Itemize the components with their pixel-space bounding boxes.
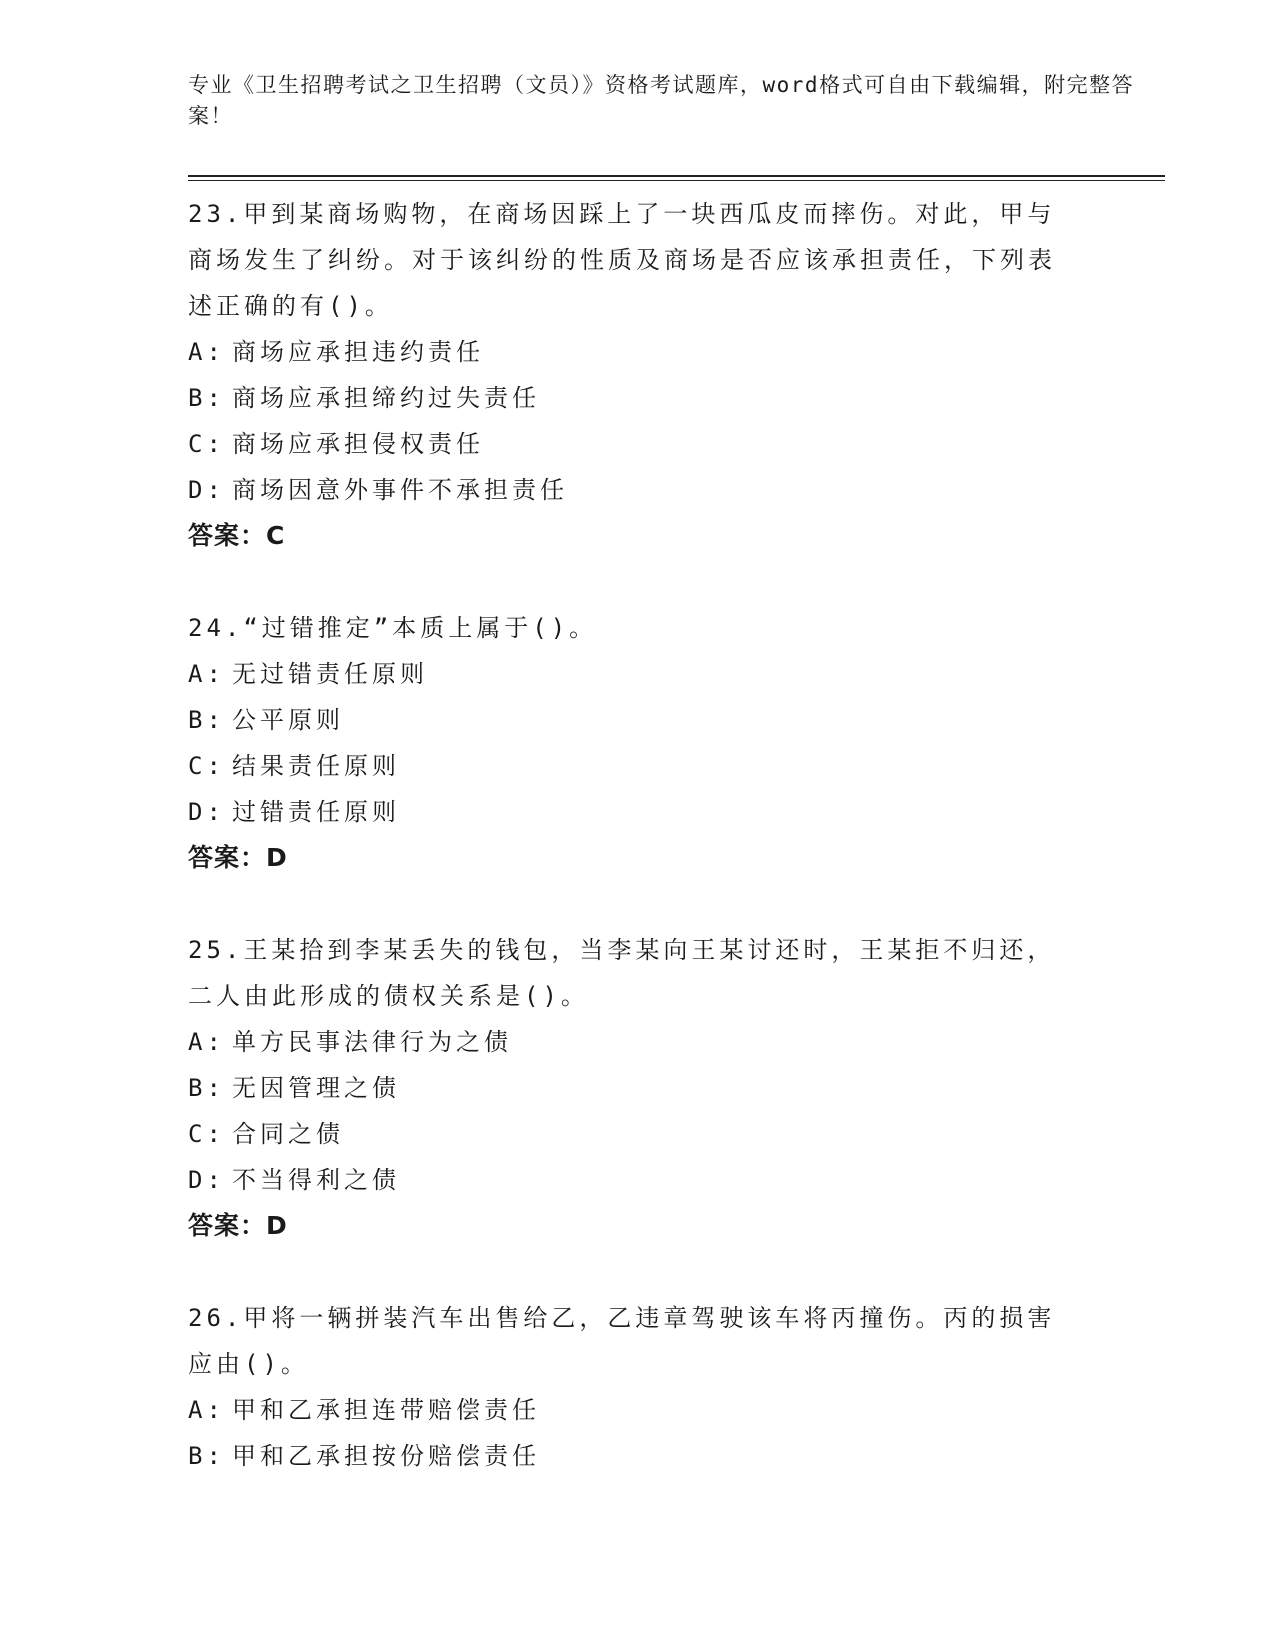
option-letter: A:: [188, 660, 225, 688]
option-a: [188, 1019, 1168, 1065]
option-letter: D:: [188, 1166, 225, 1194]
option-text: 商场因意外事件不承担责任: [232, 476, 568, 504]
option-letter: C:: [188, 430, 225, 458]
option-letter: D:: [188, 476, 225, 504]
answer-line: 答案：D: [188, 1211, 288, 1240]
option-letter: A:: [188, 338, 225, 366]
option-letter: D:: [188, 798, 225, 826]
option-text: 甲和乙承担按份赔偿责任: [232, 1442, 540, 1470]
option-letter: A:: [188, 1396, 225, 1424]
question-stem: 23.甲到某商场购物，在商场因踩上了一块西瓜皮而摔伤。对此，甲与商场发生了纠纷。对于该纠纷的性质及商场是否应该承担责任，下列表述正确的有()。: [188, 200, 1056, 320]
option-text: 商场应承担侵权责任: [232, 430, 484, 458]
question-stem: 26.甲将一辆拼装汽车出售给乙，乙违章驾驶该车将丙撞伤。丙的损害应由()。: [188, 1304, 1056, 1378]
option-letter: B:: [188, 1074, 225, 1102]
option-letter: B:: [188, 706, 225, 734]
answer-line: 答案：C: [188, 521, 286, 550]
option-text: 甲和乙承担连带赔偿责任: [232, 1396, 540, 1424]
option-c: [188, 743, 1168, 789]
option-text: 无过错责任原则: [232, 660, 428, 688]
option-d: [188, 1157, 1168, 1203]
option-a: [188, 1387, 1168, 1433]
option-b: [188, 1065, 1168, 1111]
question-26: [188, 1295, 1168, 1479]
question-list: [188, 191, 1168, 1479]
option-b: [188, 375, 1168, 421]
option-text: 无因管理之债: [232, 1074, 400, 1102]
option-text: 商场应承担缔约过失责任: [232, 384, 540, 412]
option-text: 公平原则: [232, 706, 344, 734]
option-b: [188, 697, 1168, 743]
question-25: [188, 927, 1168, 1249]
question-stem: 25.王某拾到李某丢失的钱包，当李某向王某讨还时，王某拒不归还，二人由此形成的债权关系是()。: [188, 936, 1056, 1010]
document-page: [188, 70, 1168, 1525]
option-c: [188, 1111, 1168, 1157]
option-d: [188, 467, 1168, 513]
option-letter: C:: [188, 1120, 225, 1148]
question-23: [188, 191, 1168, 559]
option-text: 单方民事法律行为之债: [232, 1028, 512, 1056]
option-text: 不当得利之债: [232, 1166, 400, 1194]
option-text: 结果责任原则: [232, 752, 400, 780]
option-text: 合同之债: [232, 1120, 344, 1148]
option-text: 商场应承担违约责任: [232, 338, 484, 366]
option-a: [188, 329, 1168, 375]
option-c: [188, 421, 1168, 467]
header-divider: [188, 175, 1165, 181]
question-24: [188, 605, 1168, 881]
option-letter: A:: [188, 1028, 225, 1056]
option-letter: B:: [188, 384, 225, 412]
question-stem: 24.“过错推定”本质上属于()。: [188, 614, 598, 642]
option-d: [188, 789, 1168, 835]
option-b: [188, 1433, 1168, 1479]
option-a: [188, 651, 1168, 697]
answer-line: 答案：D: [188, 843, 288, 872]
option-letter: B:: [188, 1442, 225, 1470]
document-header: 专业《卫生招聘考试之卫生招聘（文员）》资格考试题库，word格式可自由下载编辑，附完整答案！: [188, 73, 1135, 128]
option-text: 过错责任原则: [232, 798, 400, 826]
option-letter: C:: [188, 752, 225, 780]
